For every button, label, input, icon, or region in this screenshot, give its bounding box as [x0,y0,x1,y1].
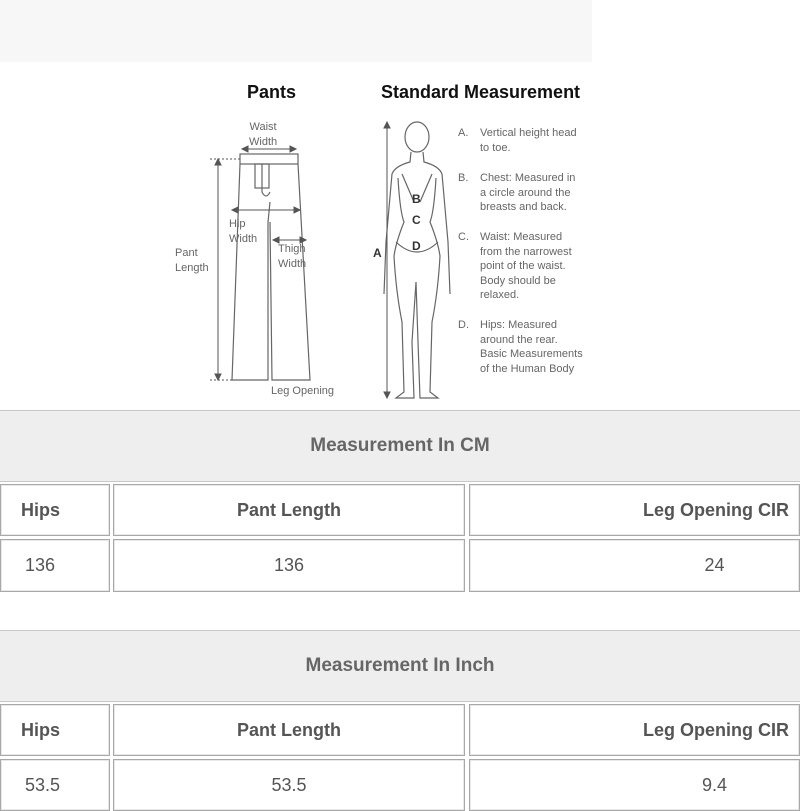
pants-and-body-illustration [0,62,800,410]
cm-size-table [0,410,800,592]
cm-value-leg-opening: 24 [469,539,800,592]
note-c-letter: C. [458,231,469,243]
inch-header-leg-opening: Leg Opening CIR [469,704,800,756]
note-c-text: Waist: Measured from the narrowest point of the waist. Body should be relaxed. [480,231,572,301]
letter-c: C [412,213,421,227]
letter-d: D [412,239,421,253]
note-b-letter: B. [458,172,469,184]
inch-size-table [0,630,800,800]
letter-a: A [373,246,382,260]
body-torso-legs [394,178,440,398]
cm-header-leg-opening: Leg Opening CIR [469,484,800,536]
size-diagram [0,62,800,410]
body-head [405,122,429,152]
leg-opening-label: Leg Opening [271,385,334,397]
cm-value-hips: 136 [0,539,110,592]
note-a-letter: A. [458,127,469,139]
thigh-width-label: Thigh Width [278,243,307,270]
pants-right-leg [270,164,310,380]
inch-value-leg-opening: 9.4 [469,759,800,811]
letter-b: B [412,192,421,206]
pants-waistband [240,154,298,164]
inch-header-pant-length: Pant Length [113,704,465,756]
cm-header-hips: Hips [0,484,110,536]
inch-header-hips: Hips [0,704,110,756]
note-b-text: Chest: Measured in a circle around the breasts and back. [480,172,576,213]
cm-value-pant-length: 136 [113,539,465,592]
pants-title: Pants [247,82,297,102]
note-d-text: Hips: Measured around the rear. Basic Measurements of the Human Body [480,319,583,375]
inch-table-title: Measurement In Inch [0,630,800,702]
hip-width-label: Hip Width [229,218,258,245]
cm-header-pant-length: Pant Length [113,484,465,536]
waist-width-label: Waist Width [249,121,278,148]
pants-left-leg [232,164,270,380]
standard-measurement-title: Standard Measurement [381,82,581,102]
pant-length-label: Pant Length [175,247,209,274]
top-banner-strip [0,0,592,62]
inch-value-pant-length: 53.5 [113,759,465,811]
note-d-letter: D. [458,319,469,331]
body-figure [384,122,450,398]
inch-value-hips: 53.5 [0,759,110,811]
note-a-text: Vertical height head to toe. [480,127,577,154]
cm-table-title: Measurement In CM [0,410,800,482]
